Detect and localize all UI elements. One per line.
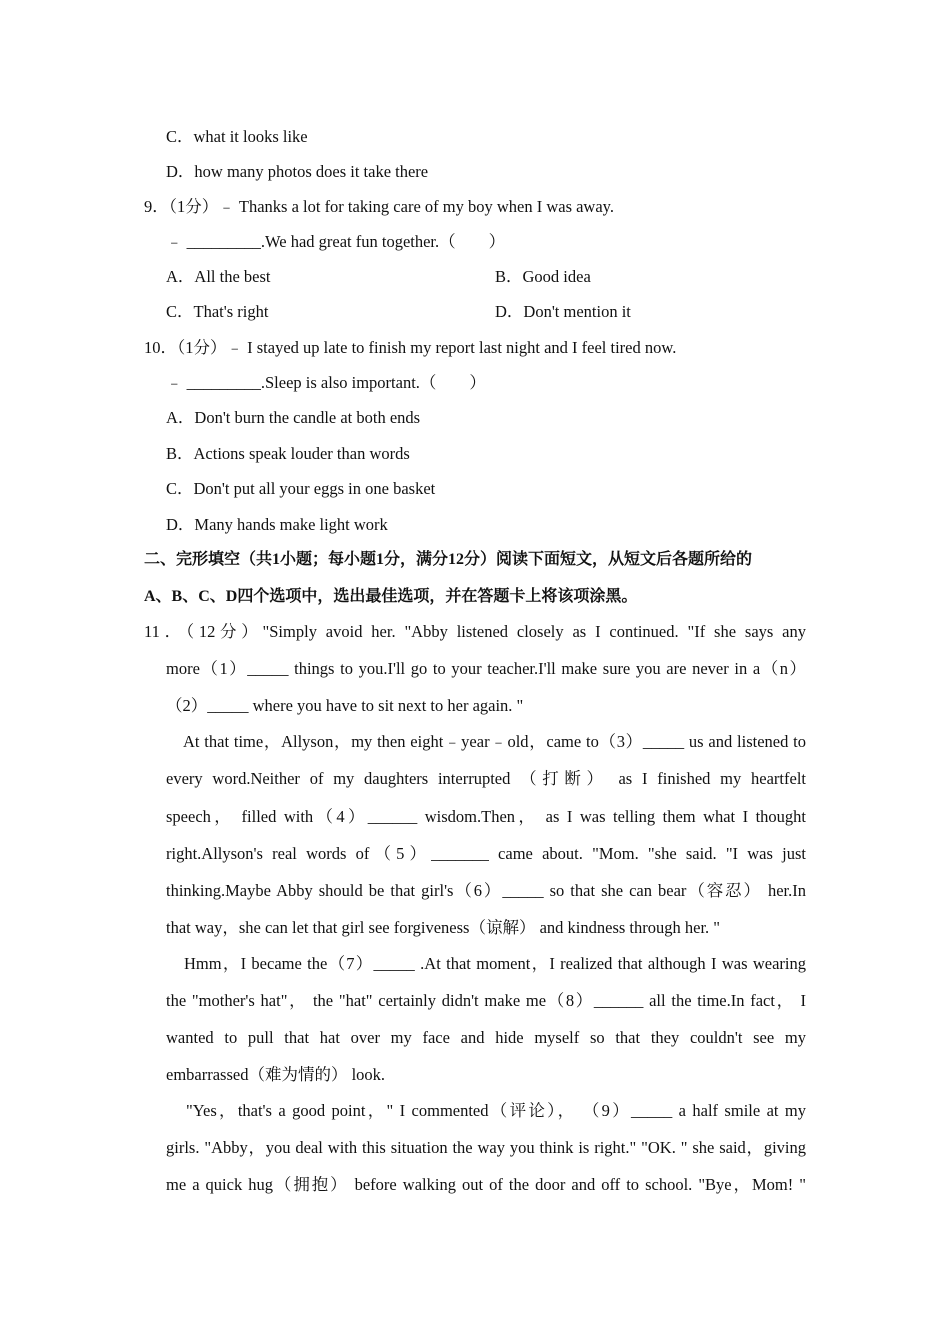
q11-line-15: girls. "Abby，you deal with this situation the way you think is right." "OK. " she said，giving	[166, 1138, 806, 1157]
q11-line-14: "Yes，that's a good point，" I commented（评论）， （9）_____ a half smile at my	[186, 1101, 806, 1120]
section2-heading-line1: 二、完形填空（共1小题；每小题1分，满分12分）阅读下面短文，从短文后各题所给的	[144, 551, 753, 568]
q8-option-c: C．what it looks like	[166, 127, 308, 146]
q9-response: ﹣ _________.We had great fun together.（ ）	[166, 232, 506, 251]
q10-option-b: B．Actions speak louder than words	[166, 444, 410, 463]
q11-line-7: right.Allyson's real words of（5）_______ came about. "Mom. "she said. "I was just	[166, 844, 806, 863]
q11-line-13: embarrassed（难为情的） look.	[166, 1065, 386, 1084]
q8-option-d: D．how many photos does it take there	[166, 162, 429, 181]
q11-line-2: more（1）_____ things to you.I'll go to your teacher.I'll make sure you are never in a（n）	[166, 659, 806, 678]
q11-line-12: wanted to pull that hat over my face and hide myself so that they couldn't see my	[166, 1028, 806, 1047]
q11-line-3: （2）_____ where you have to sit next to her again. "	[166, 696, 524, 715]
q9-option-c: C．That's right	[166, 302, 269, 321]
q11-line-4: At that time，Allyson，my then eight﹣year﹣old，came to（3）_____ us and listened to	[183, 732, 806, 751]
q11-line-10: Hmm，I became the（7）_____ .At that moment，I realized that although I was wearing	[184, 954, 806, 973]
q9-option-b: B．Good idea	[495, 267, 591, 286]
q10-option-c: C．Don't put all your eggs in one basket	[166, 479, 436, 498]
q9-option-a: A．All the best	[166, 267, 271, 286]
q10-option-d: D．Many hands make light work	[166, 515, 388, 534]
q11-line-1: 11．（12分）"Simply avoid her. "Abby listened closely as I continued. "If she says any	[144, 622, 806, 641]
q11-line-5: every word.Neither of my daughters interrupted （打断） as I finished my heartfelt	[166, 769, 806, 788]
q11-line-11: the "mother's hat"， the "hat" certainly didn't make me（8）______ all the time.In fact， I	[166, 991, 806, 1010]
q9-prompt: 9．（1分）﹣ Thanks a lot for taking care of my boy when I was away.	[144, 197, 614, 216]
q10-response: ﹣ _________.Sleep is also important.（ ）	[166, 373, 486, 392]
q9-option-d: D．Don't mention it	[495, 302, 631, 321]
q10-prompt: 10．（1分）﹣ I stayed up late to finish my report last night and I feel tired now.	[144, 338, 677, 357]
q10-option-a: A．Don't burn the candle at both ends	[166, 408, 421, 427]
q11-line-8: thinking.Maybe Abby should be that girl's（6）_____ so that she can bear（容忍） her.In	[166, 881, 806, 900]
q11-line-6: speech， filled with（4）______ wisdom.Then， as I was telling them what I thought	[166, 807, 806, 826]
section2-heading-line2: A、B、C、D四个选项中，选出最佳选项，并在答题卡上将该项涂黑。	[144, 588, 638, 605]
q11-line-16: me a quick hug（拥抱） before walking out of the door and off to school. "Bye，Mom! "	[166, 1175, 806, 1194]
q11-line-9: that way，she can let that girl see forgiveness（谅解） and kindness through her. "	[166, 918, 721, 937]
